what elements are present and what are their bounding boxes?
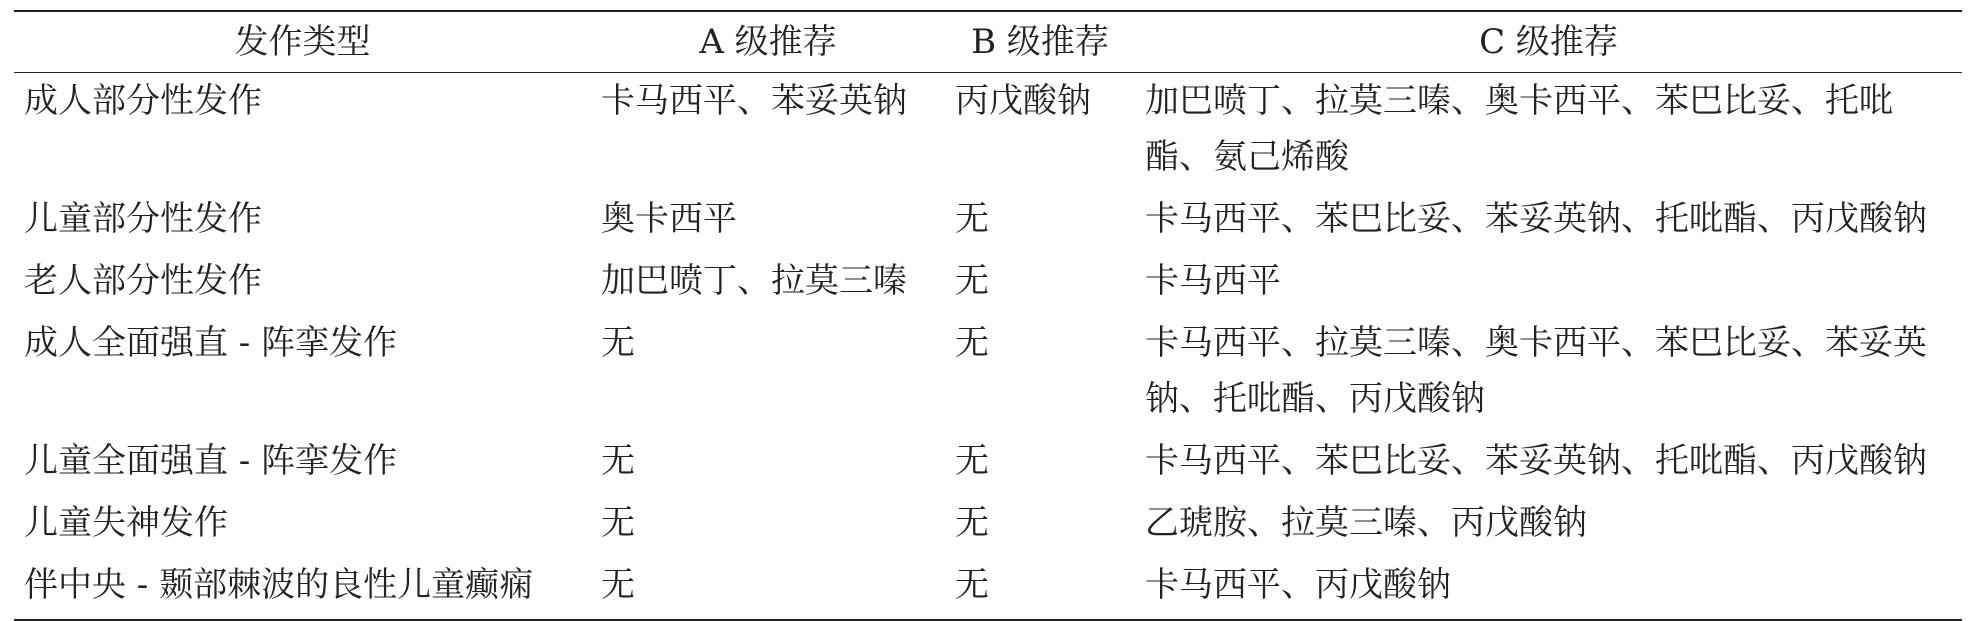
cell-seizure-type: 儿童全面强直 - 阵挛发作 [24,441,398,481]
cell-seizure-type: 成人部分性发作 [24,81,262,121]
table-row [14,433,1962,495]
cell-grade-b: 无 [955,565,989,605]
cell-grade-c: 加巴喷丁、拉莫三嗪、奥卡西平、苯巴比妥、托吡酯、氨己烯酸 [1145,81,1893,177]
cell-grade-c: 卡马西平、丙戊酸钠 [1145,565,1451,605]
cell-grade-c: 卡马西平 [1145,261,1281,301]
table-row [14,253,1962,315]
cell-grade-a: 无 [601,323,635,363]
header-grade-b: B 级推荐 [971,22,1109,62]
cell-grade-c: 卡马西平、苯巴比妥、苯妥英钠、托吡酯、丙戊酸钠 [1145,441,1927,481]
table-row [14,73,1962,192]
header-grade-a: A 级推荐 [699,22,837,62]
table-header [14,11,1962,73]
header-seizure-type: 发作类型 [234,22,371,62]
cell-grade-b: 无 [955,199,989,239]
cell-seizure-type: 儿童失神发作 [24,503,228,543]
cell-grade-a: 无 [601,441,635,481]
cell-grade-b: 无 [955,441,989,481]
cell-seizure-type: 伴中央 - 颞部棘波的良性儿童癫痫 [24,565,534,605]
table-row [14,191,1962,253]
table-row [14,557,1962,620]
cell-grade-b: 无 [955,323,989,363]
cell-grade-b: 丙戊酸钠 [955,81,1091,121]
cell-grade-c: 卡马西平、拉莫三嗪、奥卡西平、苯巴比妥、苯妥英钠、托吡酯、丙戊酸钠 [1145,323,1927,419]
cell-grade-b: 无 [955,261,989,301]
cell-grade-a: 无 [601,503,635,543]
cell-grade-c: 卡马西平、苯巴比妥、苯妥英钠、托吡酯、丙戊酸钠 [1145,199,1927,239]
cell-grade-a: 加巴喷丁、拉莫三嗪 [601,261,907,301]
header-grade-c: C 级推荐 [1479,22,1618,62]
cell-seizure-type: 老人部分性发作 [24,261,262,301]
cell-grade-a: 奥卡西平 [601,199,737,239]
table-row [14,495,1962,557]
cell-grade-a: 卡马西平、苯妥英钠 [601,81,907,121]
cell-seizure-type: 儿童部分性发作 [24,199,262,239]
cell-grade-b: 无 [955,503,989,543]
header-row [14,11,1962,73]
table-row [14,315,1962,433]
drug-recommendation-table [14,10,1962,621]
cell-grade-c: 乙琥胺、拉莫三嗪、丙戊酸钠 [1145,503,1587,543]
table-body [14,73,1962,621]
cell-seizure-type: 成人全面强直 - 阵挛发作 [24,323,398,363]
cell-grade-a: 无 [601,565,635,605]
